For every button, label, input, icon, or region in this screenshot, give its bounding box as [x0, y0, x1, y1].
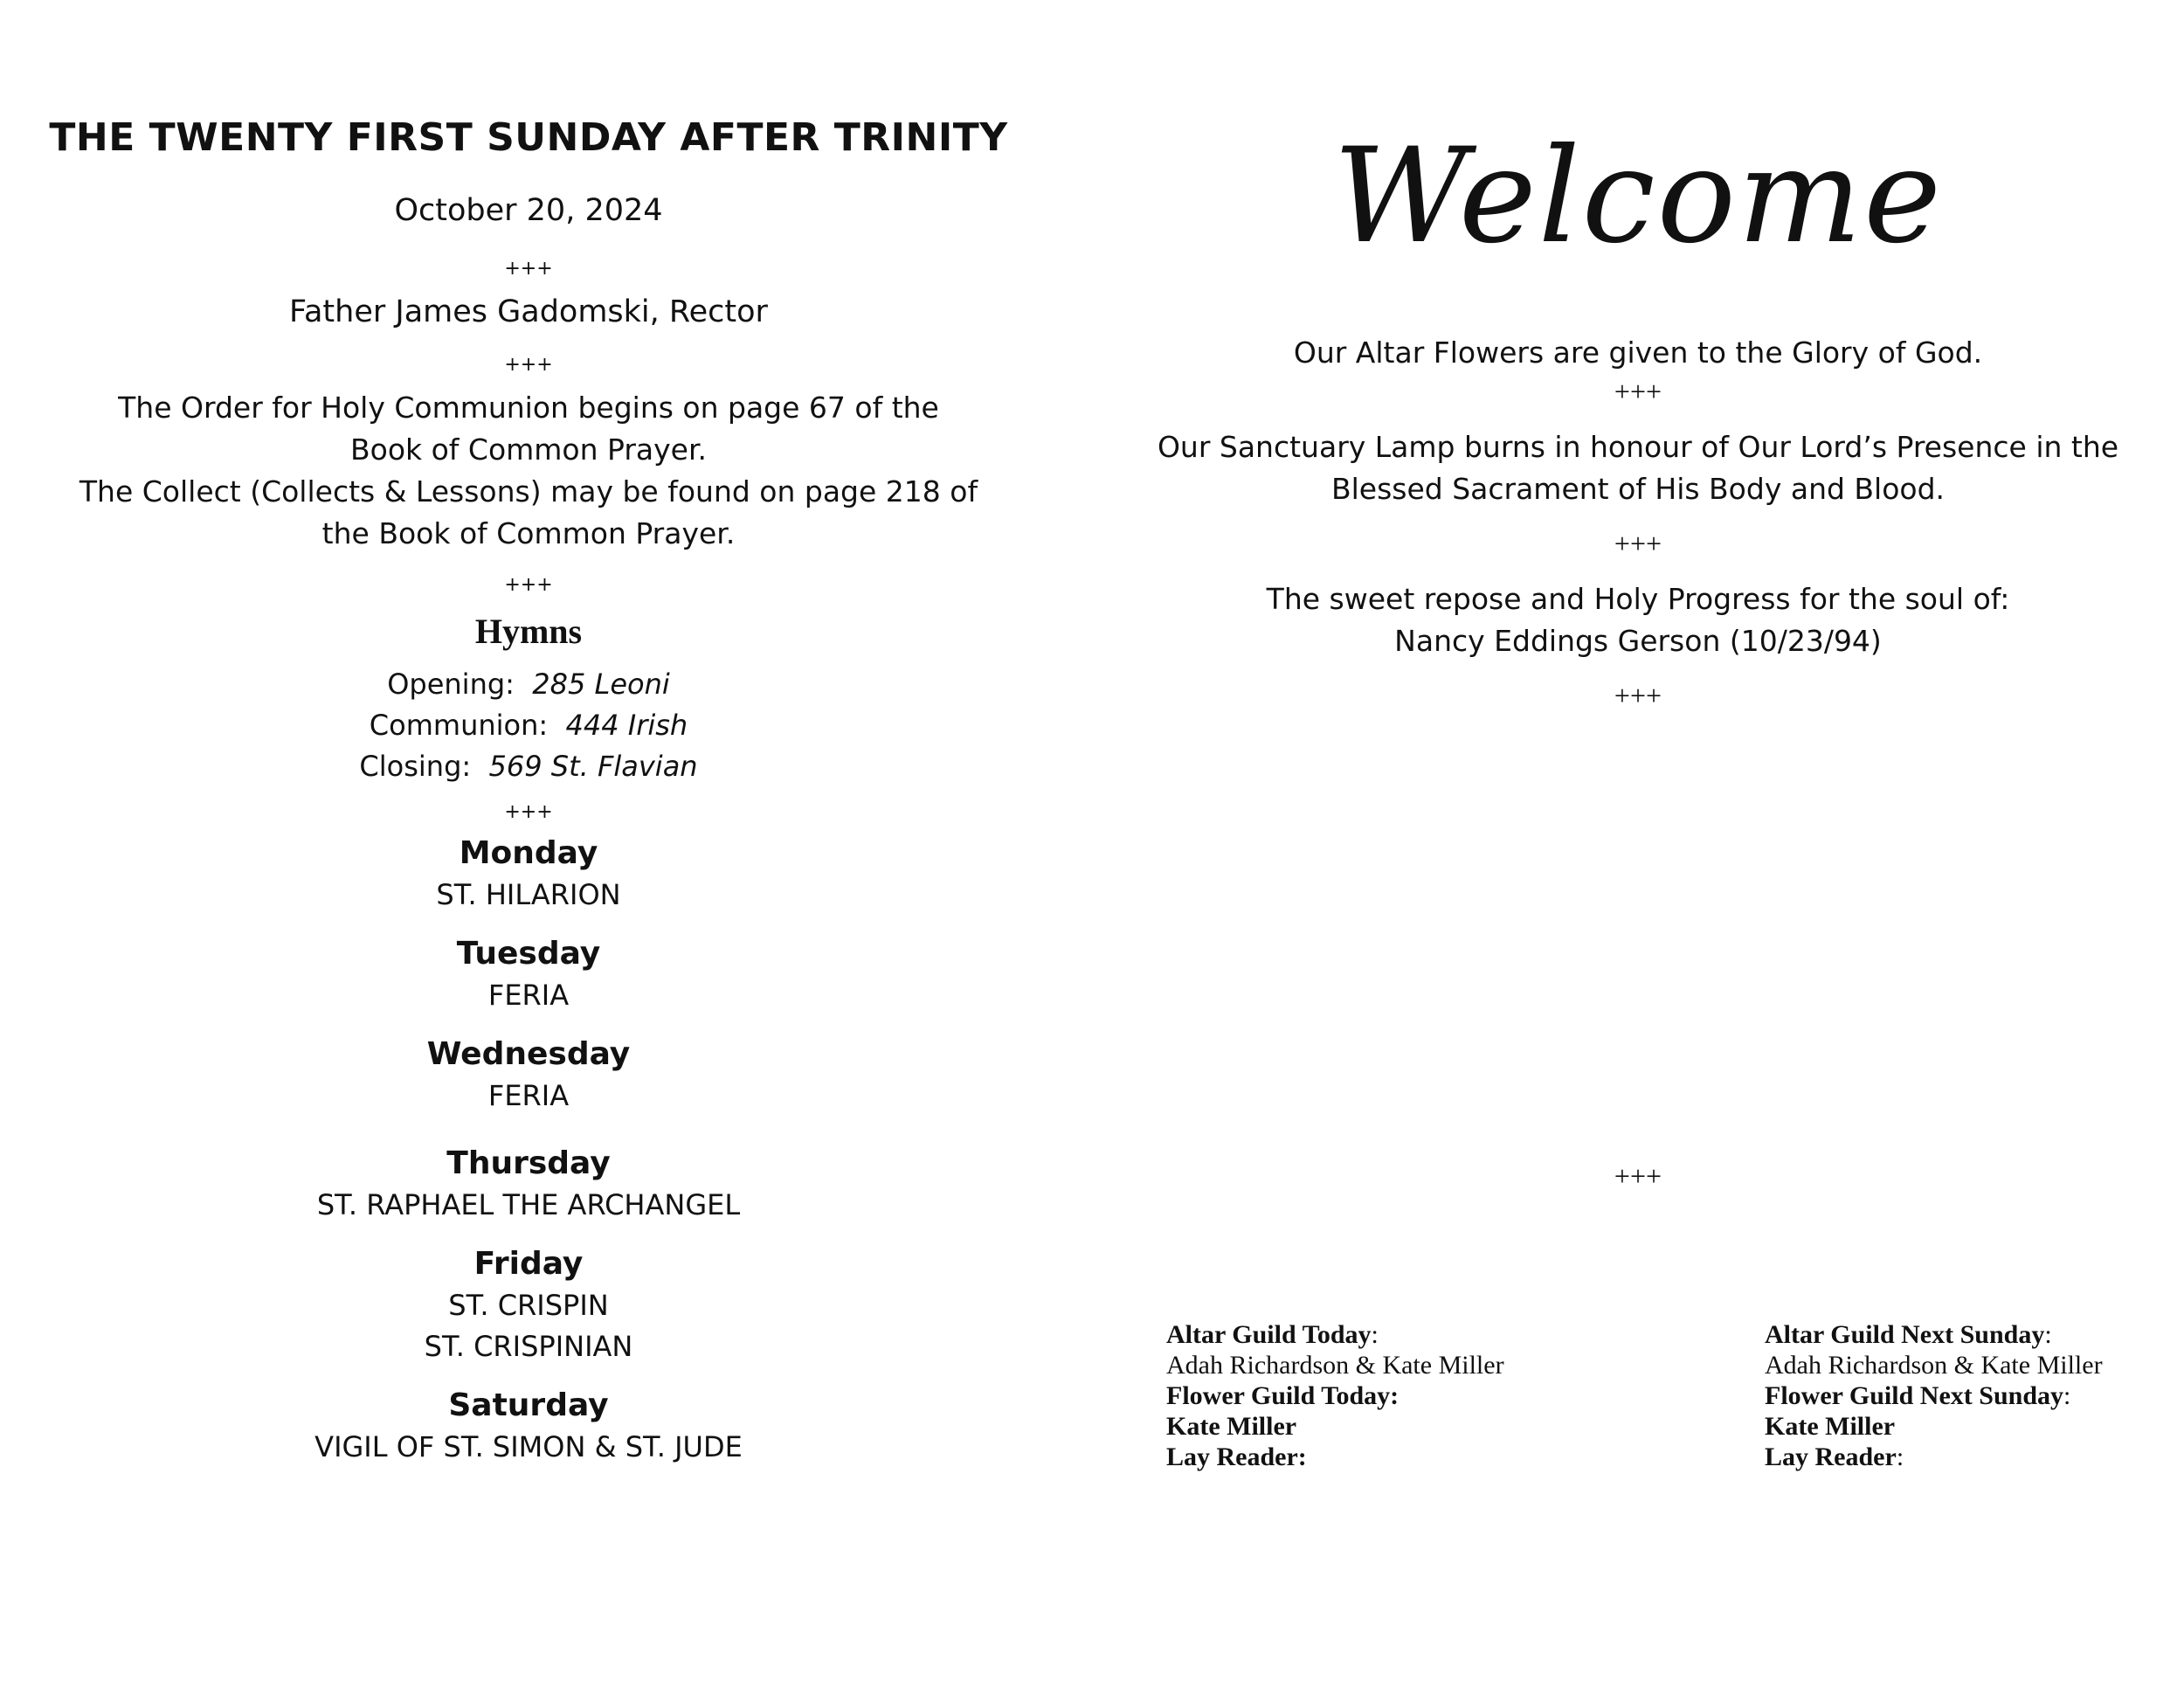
day-observance: ST. RAPHAEL THE ARCHANGEL [316, 1188, 741, 1221]
service-date: October 20, 2024 [394, 193, 663, 228]
right-panel [1136, 105, 2140, 1211]
day-observance: ST. CRISPIN [448, 1289, 609, 1322]
day-heading: Tuesday [456, 936, 601, 972]
hymn-label: Closing: [359, 750, 472, 783]
flower-guild-name: Kate Miller [1166, 1412, 1297, 1441]
day-observance: FERIA [487, 1079, 570, 1112]
hymn-value: 285 Leoni [532, 668, 670, 701]
sanctuary-lamp-line-2: Blessed Sacrament of His Body and Blood. [1330, 472, 1946, 506]
collect-line-1: The Collect (Collects & Lessons) may be found on page 218 of [79, 474, 978, 508]
day-heading: Wednesday [426, 1036, 631, 1072]
day-heading: Friday [473, 1246, 584, 1282]
separator: +++ [1614, 1160, 1662, 1192]
day-thursday [35, 1145, 1022, 1226]
day-observance: ST. HILARION [436, 878, 621, 911]
order-line-2: Book of Common Prayer. [349, 432, 707, 467]
repose-line-2: Nancy Eddings Gerson (10/23/94) [1394, 624, 1882, 658]
day-observance: FERIA [487, 979, 570, 1012]
separator: +++ [1614, 680, 1662, 711]
separator: +++ [504, 258, 553, 280]
day-friday [35, 1245, 1022, 1367]
hymn-label: Communion: [369, 709, 549, 742]
flower-guild-label: Flower Guild Next Sunday [1765, 1381, 2063, 1410]
guild-next-sunday: Altar Guild Next Sunday: Adah Richardson & Kate Miller Flower Guild Next Sunday: Kate Miller Lay Reader: [1765, 1319, 2167, 1472]
hymn-communion [35, 705, 1022, 746]
service-title: THE TWENTY FIRST SUNDAY AFTER TRINITY [49, 115, 1008, 160]
collect-line-2: the Book of Common Prayer. [321, 516, 736, 550]
day-heading: Thursday [446, 1145, 611, 1181]
welcome-heading: Welcome [1332, 121, 1943, 273]
separator: +++ [504, 801, 553, 823]
hymn-opening [35, 664, 1022, 705]
hymn-value: 569 St. Flavian [488, 750, 698, 783]
day-observance: ST. CRISPINIAN [424, 1330, 633, 1363]
hymn-closing [35, 746, 1022, 787]
day-tuesday [35, 935, 1022, 1016]
sanctuary-lamp-line-1: Our Sanctuary Lamp burns in honour of Our Lord’s Presence in the [1157, 430, 2119, 464]
day-monday [35, 834, 1022, 916]
day-wednesday [35, 1035, 1022, 1117]
altar-guild-names: Adah Richardson & Kate Miller [1166, 1351, 1504, 1380]
separator: +++ [1614, 376, 1662, 407]
separator: +++ [504, 354, 553, 376]
separator: +++ [1614, 528, 1662, 559]
hymn-label: Opening: [387, 668, 515, 701]
left-panel [35, 105, 1022, 1468]
flower-guild-name: Kate Miller [1765, 1412, 1896, 1441]
altar-guild-label: Altar Guild Today [1166, 1320, 1372, 1349]
day-saturday [35, 1387, 1022, 1468]
separator: +++ [504, 574, 553, 596]
day-heading: Monday [459, 835, 598, 871]
order-line-1: The Order for Holy Communion begins on page 67 of the [118, 391, 939, 425]
lay-reader-label: Lay Reader: [1166, 1442, 1307, 1471]
altar-guild-next: Altar Guild Next Sunday: [1765, 1320, 2052, 1349]
repose-line-1: The sweet repose and Holy Progress for the soul of: [1266, 582, 2010, 616]
altar-flowers-note: Our Altar Flowers are given to the Glory of God. [1293, 336, 1983, 370]
hymn-value: 444 Irish [565, 709, 688, 742]
hymns-heading: Hymns [474, 612, 583, 651]
day-heading: Saturday [448, 1387, 609, 1423]
altar-guild-label: Altar Guild Next Sunday [1765, 1320, 2045, 1349]
day-observance: VIGIL OF ST. SIMON & ST. JUDE [314, 1430, 743, 1463]
flower-guild-label: Flower Guild Today: [1166, 1381, 1400, 1410]
lay-reader-label: Lay Reader [1765, 1442, 1897, 1471]
guild-today [1166, 1319, 1708, 1472]
altar-guild-names: Adah Richardson & Kate Miller [1765, 1351, 2103, 1380]
rector-name: Father James Gadomski, Rector [289, 294, 768, 329]
altar-guild-today: Altar Guild Today: [1166, 1320, 1379, 1349]
